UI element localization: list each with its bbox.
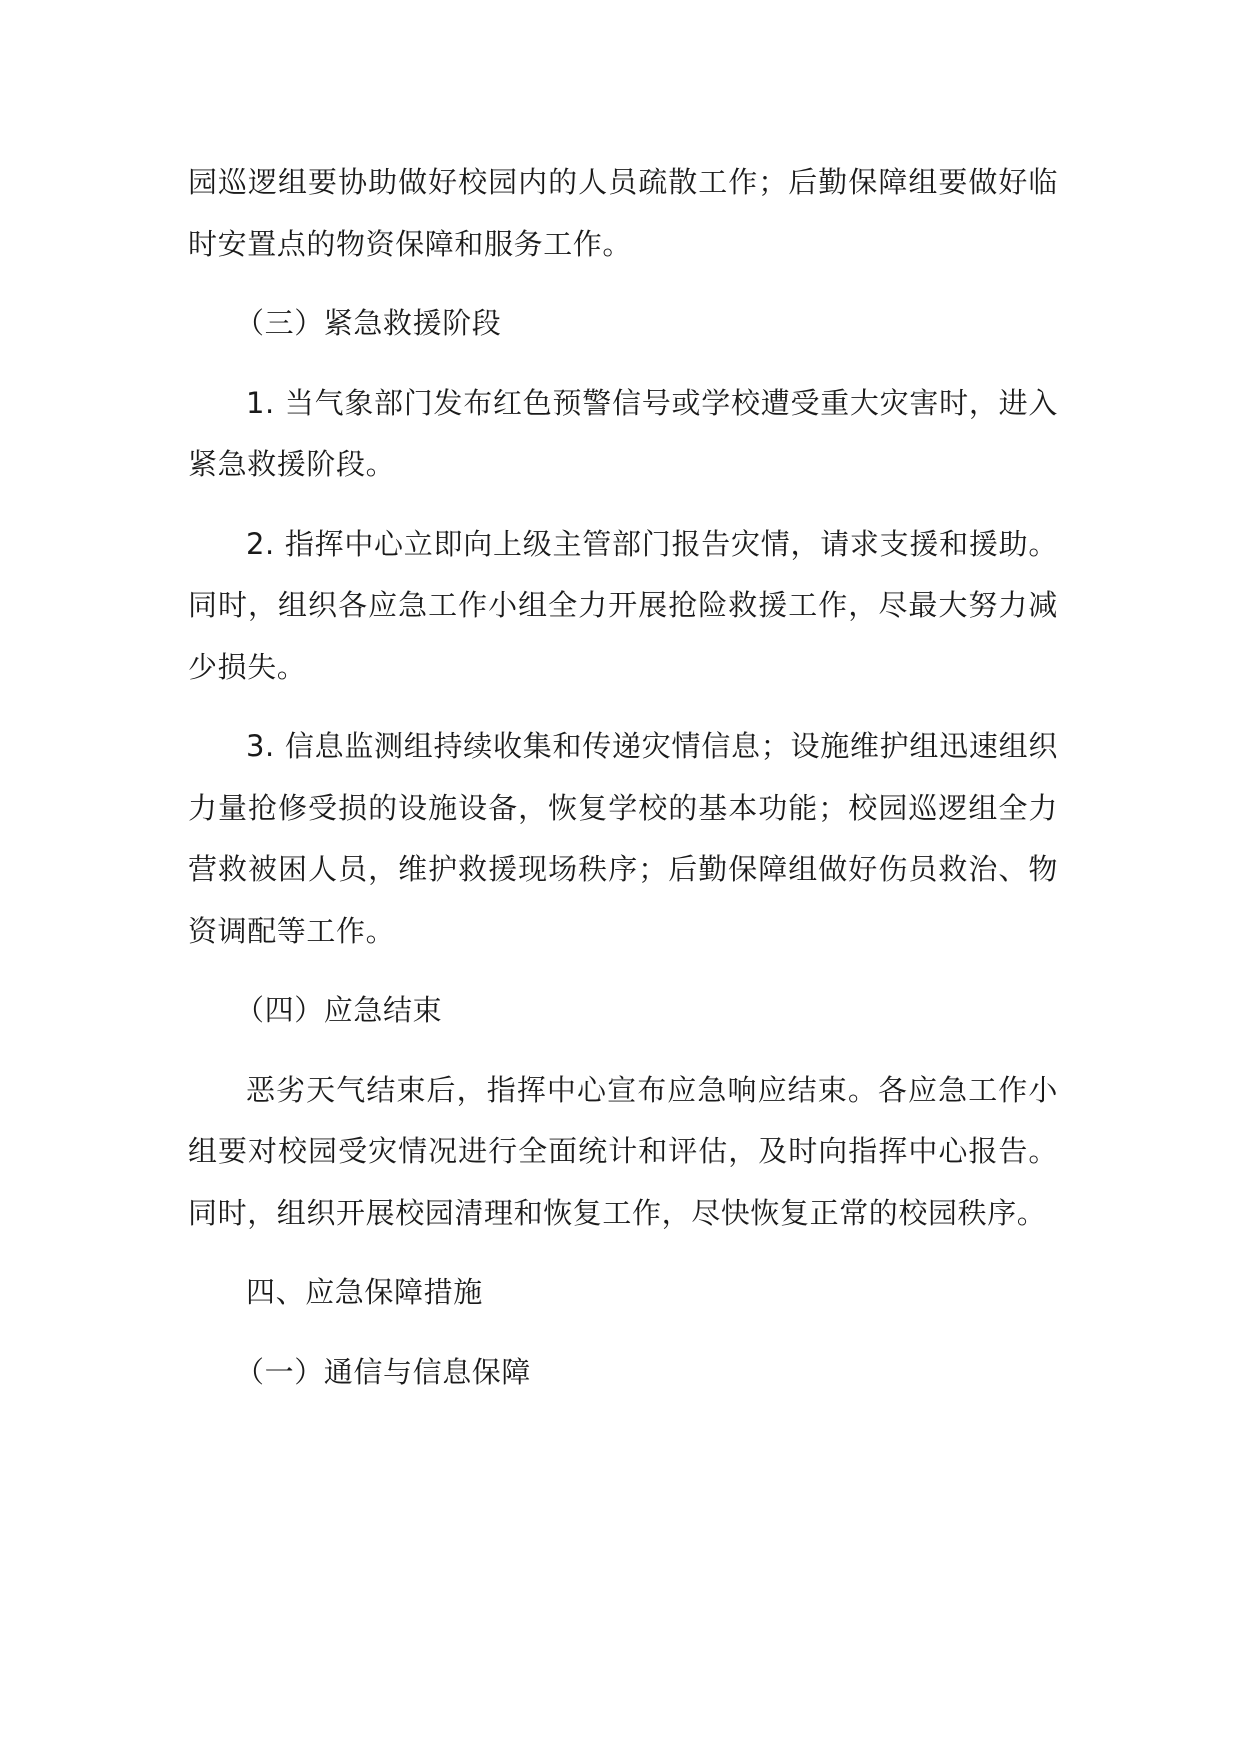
document-body <box>188 152 1058 1421</box>
paragraph-continuation: 园巡逻组要协助做好校园内的人员疏散工作；后勤保障组要做好临时安置点的物资保障和服务工作。 <box>188 165 1058 261</box>
paragraph-rescue-item-3: 3. 信息监测组持续收集和传递灾情信息；设施维护组迅速组织力量抢修受损的设施设备，恢复学校的基本功能；校园巡逻组全力营救被困人员，维护救援现场秩序；后勤保障组做好伤员救治、物资调配等工作。 <box>188 729 1058 948</box>
section-heading-emergency-end: （四）应急结束 <box>235 993 443 1027</box>
paragraph-emergency-end: 恶劣天气结束后，指挥中心宣布应急响应结束。各应急工作小组要对校园受灾情况进行全面统计和评估，及时向指挥中心报告。同时，组织开展校园清理和恢复工作，尽快恢复正常的校园秩序。 <box>188 1072 1058 1230</box>
paragraph-rescue-item-1: 1. 当气象部门发布红色预警信号或学校遭受重大灾害时，进入紧急救援阶段。 <box>188 385 1058 481</box>
section-heading-safeguards: 四、应急保障措施 <box>246 1275 483 1309</box>
section-heading-communication: （一）通信与信息保障 <box>235 1354 532 1389</box>
paragraph-rescue-item-2: 2. 指挥中心立即向上级主管部门报告灾情，请求支援和援助。同时，组织各应急工作小组全力开展抢险救援工作，尽最大努力减少损失。 <box>188 526 1058 684</box>
section-heading-emergency-rescue: （三）紧急救援阶段 <box>235 306 502 340</box>
